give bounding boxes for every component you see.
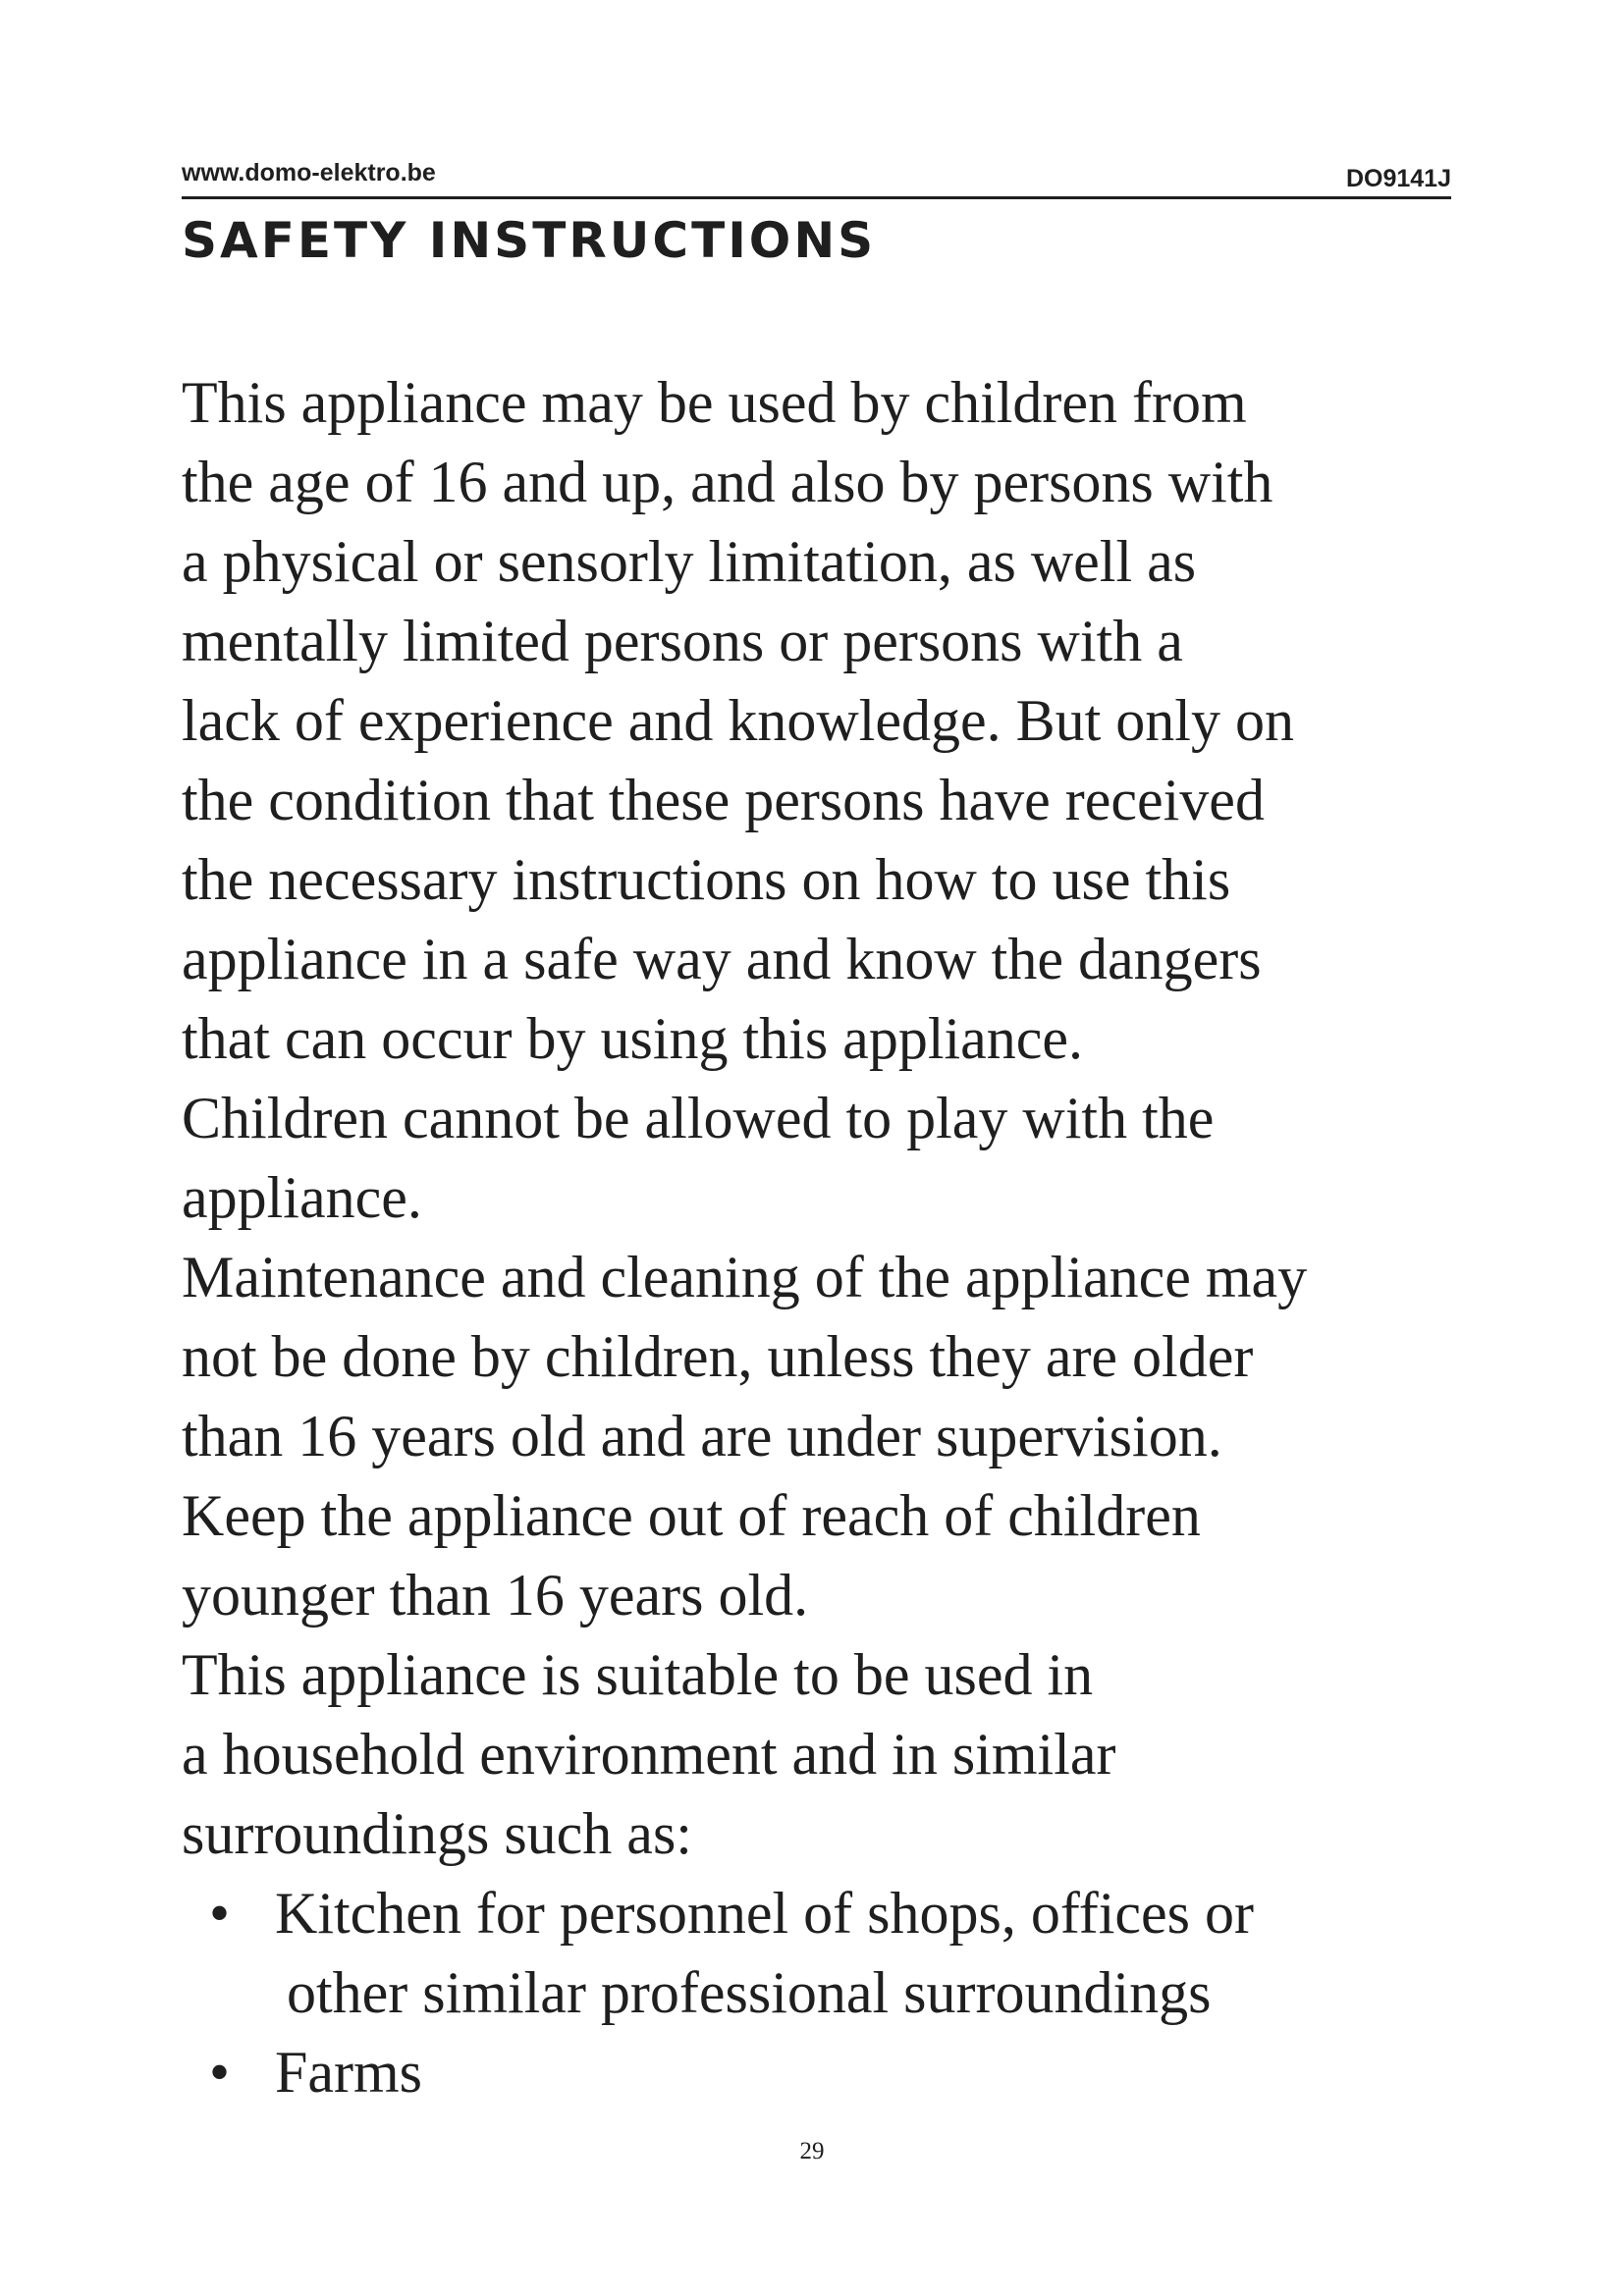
bullet-list <box>182 1874 1478 2112</box>
text-line: that can occur by using this appliance. <box>182 1006 1084 1071</box>
text-line: not be done by children, unless they are older <box>182 1324 1254 1389</box>
page-header <box>182 157 1451 199</box>
bullet-icon: • <box>209 2040 231 2105</box>
bullet-icon: • <box>209 1881 231 1946</box>
text-line: than 16 years old and are under supervision. <box>182 1404 1222 1468</box>
paragraph-reach-of-children <box>182 1476 1478 1635</box>
text-line: the necessary instructions on how to use this <box>182 847 1231 912</box>
paragraph-usage-conditions <box>182 363 1478 1079</box>
text-line: Keep the appliance out of reach of children <box>182 1483 1201 1548</box>
text-line: other similar professional surroundings <box>287 1960 1212 2025</box>
text-line: Farms <box>275 2040 422 2105</box>
model-number: DO9141J <box>1345 165 1451 192</box>
paragraph-household-use <box>182 1635 1478 1874</box>
paragraph-maintenance <box>182 1238 1478 1476</box>
text-line: lack of experience and knowledge. But only on <box>182 688 1294 753</box>
body-text <box>182 363 1478 2112</box>
text-line: mentally limited persons or persons with a <box>182 609 1183 673</box>
text-line: surroundings such as: <box>182 1801 692 1866</box>
text-line: Maintenance and cleaning of the appliance may <box>182 1245 1308 1309</box>
text-line: appliance in a safe way and know the dangers <box>182 927 1262 991</box>
list-item <box>182 2033 1478 2112</box>
text-line: younger than 16 years old. <box>182 1563 809 1628</box>
text-line: a physical or sensorly limitation, as well as <box>182 529 1197 594</box>
text-line: This appliance may be used by children from <box>182 370 1247 435</box>
text-line: a household environment and in similar <box>182 1722 1116 1787</box>
text-line: Kitchen for personnel of shops, offices or <box>275 1881 1254 1946</box>
text-line: This appliance is suitable to be used in <box>182 1642 1094 1707</box>
text-line: appliance. <box>182 1165 422 1230</box>
paragraph-children-play <box>182 1079 1478 1238</box>
page-number: 29 <box>799 2138 825 2164</box>
website-url: www.domo-elektro.be <box>182 159 436 187</box>
text-line: the condition that these persons have received <box>182 768 1265 832</box>
text-line: the age of 16 and up, and also by persons with <box>182 450 1273 514</box>
text-line: Children cannot be allowed to play with the <box>182 1086 1215 1150</box>
list-item <box>182 1874 1478 2033</box>
page-title: SAFETY INSTRUCTIONS <box>182 212 877 269</box>
